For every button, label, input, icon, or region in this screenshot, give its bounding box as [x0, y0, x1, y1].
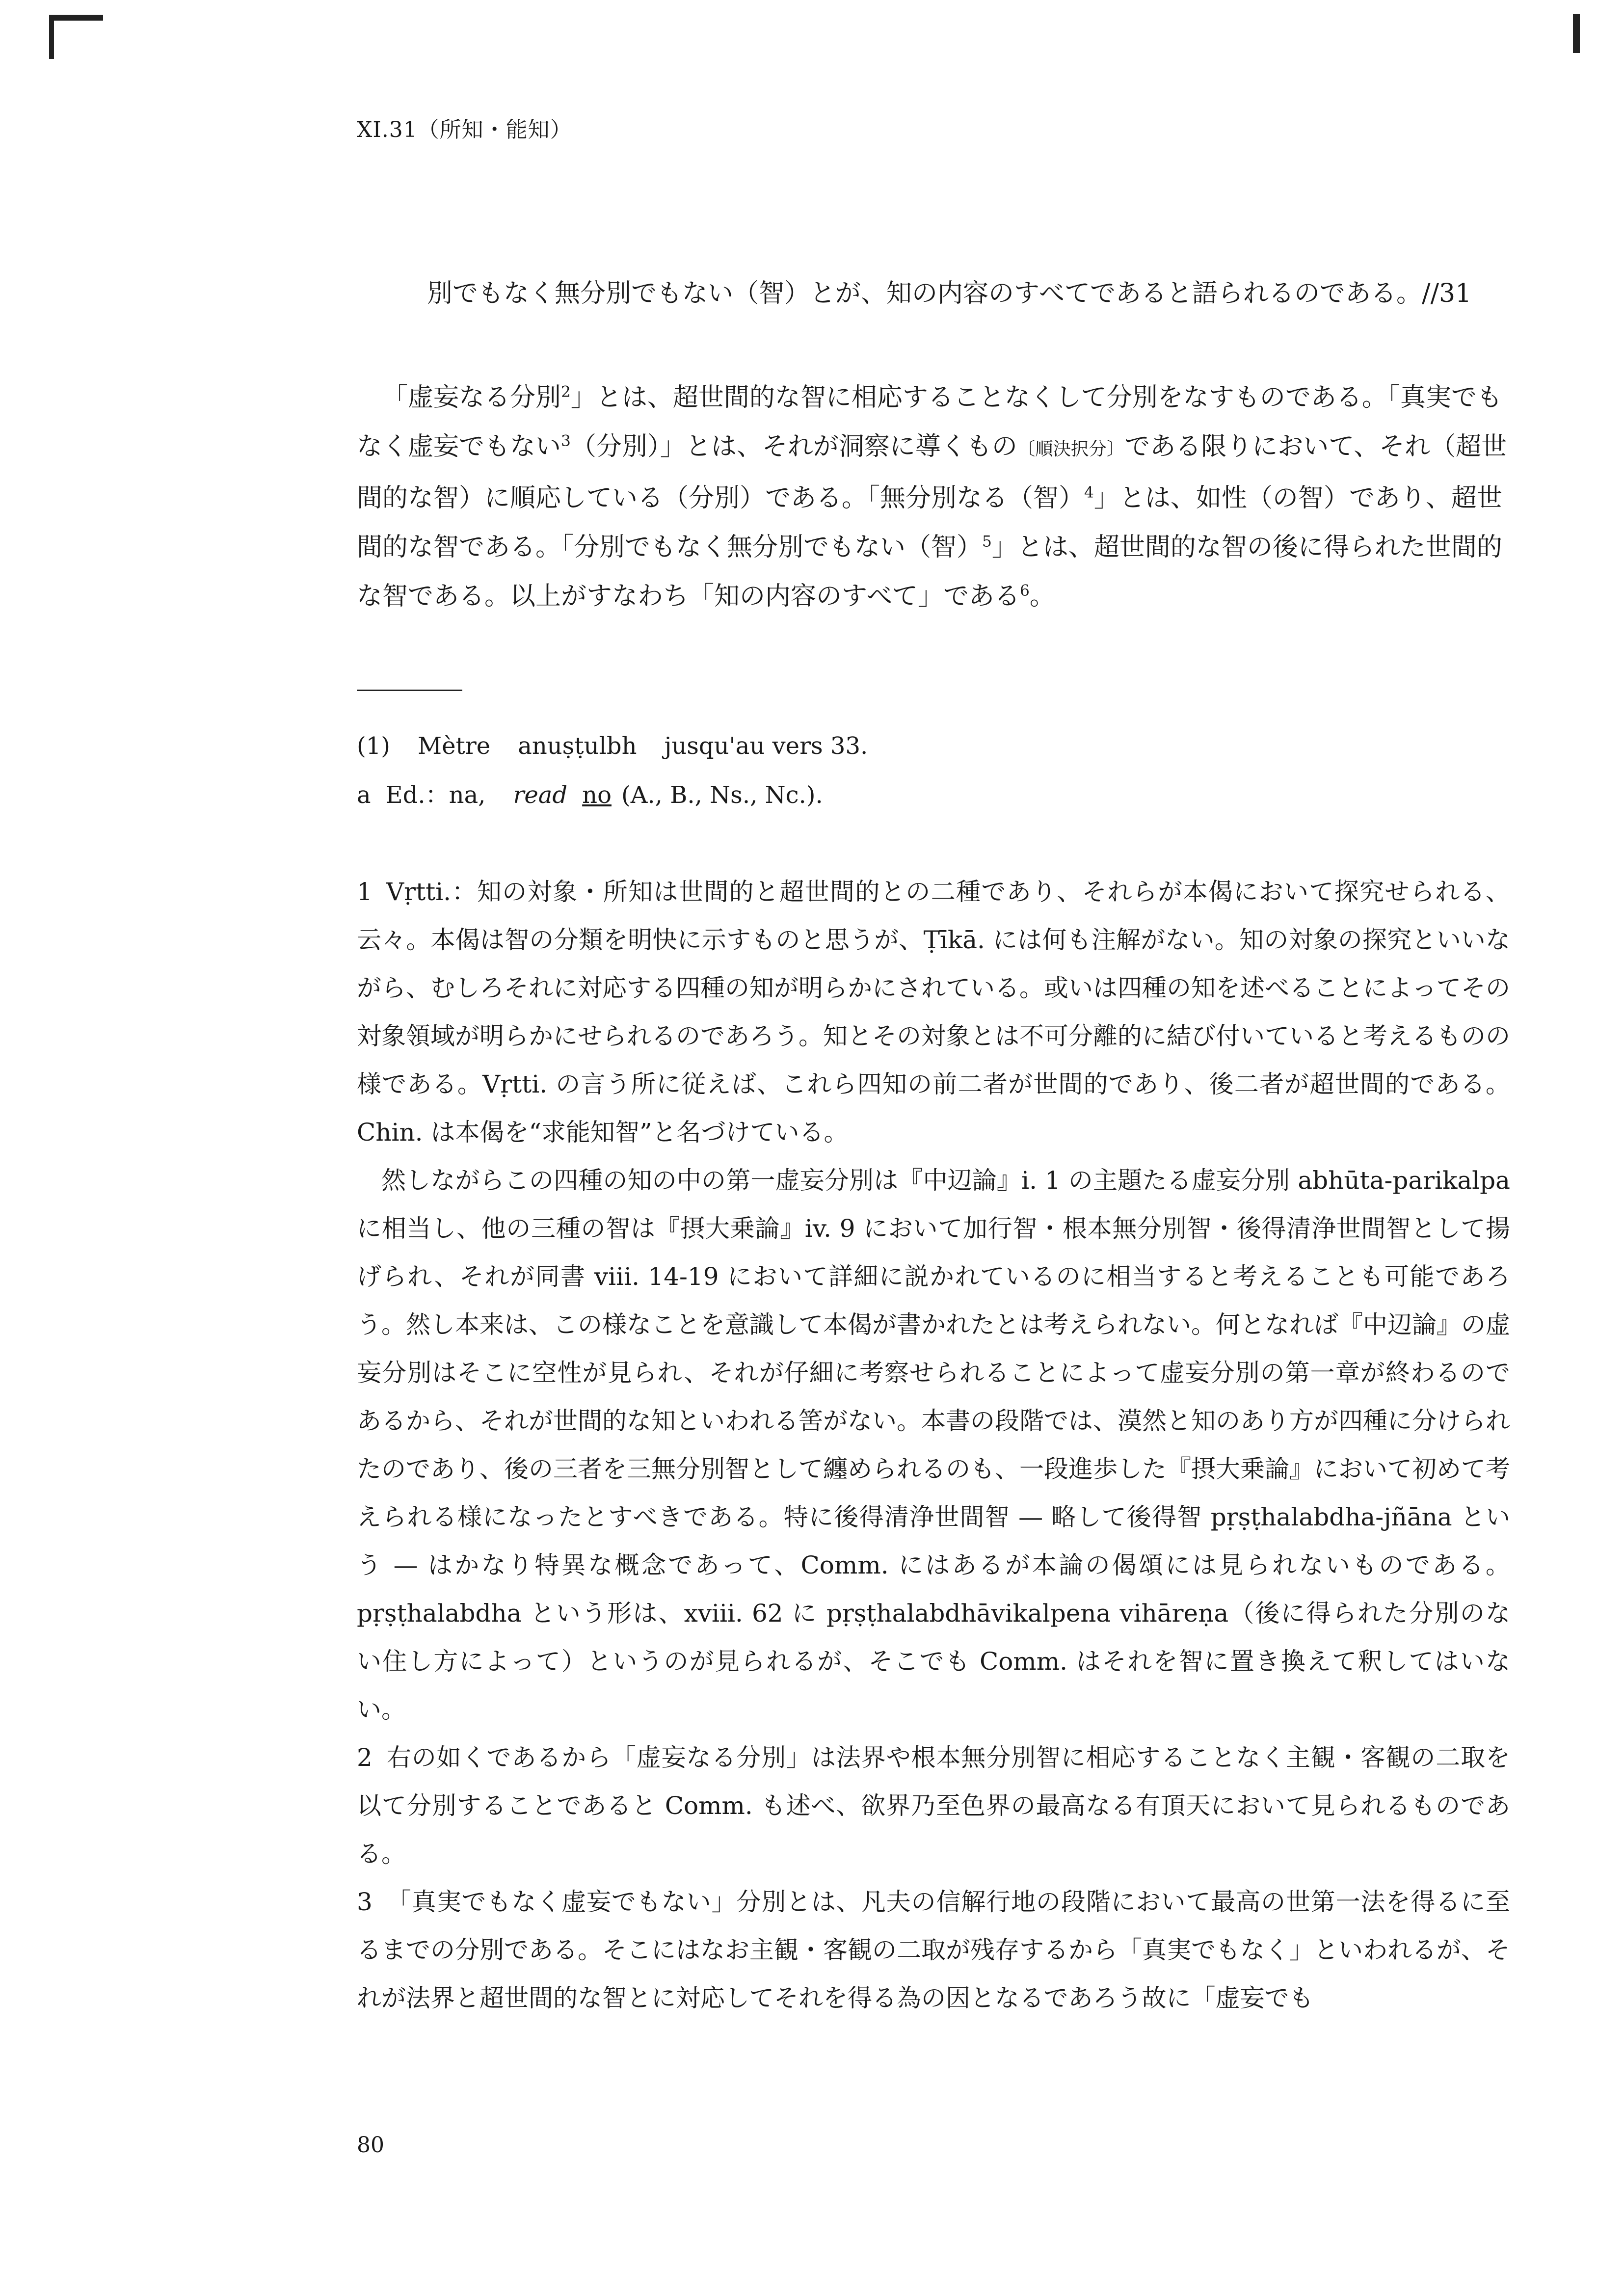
footnote-2 [357, 1734, 1510, 1878]
commentary-segment: 。 [1029, 582, 1055, 611]
commentary-segment: （分別）」とは、それが洞察に導くもの [570, 432, 1017, 461]
crop-mark-top-right [1573, 14, 1580, 53]
verse-line: 別でもなく無分別でもない（智）とが、知の内容のすべてであると語られるのである。//31 [427, 279, 1472, 308]
commentary-segment: である限りにおいて、それ（超世間的な智）に順応している（分別）である。「無分別なる（智） [357, 432, 1507, 513]
apparatus-word: Ed.：na, [385, 781, 486, 809]
commentary-paragraph [357, 373, 1510, 621]
commentary-segment: 」とは、如性（の智）であり、超世間的な智である。「分別でもなく無分別でもない（智） [357, 483, 1502, 562]
footnote-rule [357, 690, 462, 691]
footnote-ref[interactable]: 5 [982, 533, 992, 551]
footnote-number: 1 [357, 878, 373, 906]
footnote-ref[interactable]: 3 [561, 432, 571, 450]
commentary-segment: 「虚妄なる分別 [382, 383, 561, 412]
footnote-3 [357, 1878, 1510, 2022]
footnote-number: 3 [357, 1888, 373, 1916]
apparatus-label: (1) [357, 732, 390, 760]
apparatus-line-1 [357, 721, 1510, 771]
crop-mark-top-left [49, 15, 103, 21]
apparatus-reading: no [582, 781, 612, 809]
apparatus-word: jusqu'au vers 33. [664, 732, 868, 760]
footnote-ref[interactable]: 4 [1084, 483, 1094, 502]
footnote-ref[interactable]: 6 [1019, 582, 1030, 600]
apparatus-line-2 [357, 771, 1510, 820]
commentary-segment: 」とは、超世間的な智の後に得られた世間的な智である。以上がすなわち「知の内容のすべて」である [357, 533, 1502, 611]
page-number: 80 [357, 2133, 384, 2158]
footnote-1 [357, 868, 1510, 1156]
critical-apparatus [357, 721, 1510, 820]
footnote-number: 2 [357, 1743, 373, 1772]
apparatus-word: Mètre [418, 732, 491, 760]
apparatus-word: anuṣṭulbh [518, 732, 637, 760]
crop-mark-top-left-vertical [49, 15, 54, 59]
footnote-text: 「真実でもなく虚妄でもない」分別とは、凡夫の信解行地の段階において最高の世第一法を得るに至るまでの分別である。そこにはなお主観・客観の二取が残存するから「真実でもなく」といわれるが、それが法界と超世間的な智とに対応してそれを得る為の因となるであろう故に「虚妄でも [357, 1888, 1510, 2012]
footnote-1-continued: 然しながらこの四種の知の中の第一虚妄分別は『中辺論』i. 1 の主題たる虚妄分別 abhūta-parikalpa に相当し、他の三種の智は『摂大乗論』iv. 9 において加行智・根本無分別智・後得清浄世間智として揚げられ、それが同書 viii. 14-19 において詳細に説かれているのに相当すると考えることも可能であろう。然し本来は、この様なことを意識して本偈が書かれたとは考えられない。何となれば『中辺論』の虚妄分別はそこに空性が見られ、それが仔細に考察せられることによって虚妄分別の第一章が終わるのであるから、それが世間的な知といわれる筈がない。本書の段階では、漠然と知のあり方が四種に分けられたのであり、後の三者を三無分別智として纏められるのも、一段進歩した『摂大乗論』において初めて考えられる様になったとすべきである。特に後得清浄世間智 — 略して後得智 pṛṣṭhalabdha-jñāna という — はかなり特異な概念であって、Comm. にはあるが本論の偈頌には見られないものである。pṛṣṭhalabdha という形は、xviii. 62 に pṛṣṭhalabdhāvikalpena vihāreṇa（後に得られた分別のない住し方によって）というのが見られるが、そこでも Comm. はそれを智に置き換えて釈してはいない。 [357, 1166, 1510, 1724]
footnote-text: Vṛtti.：知の対象・所知は世間的と超世間的との二種であり、それらが本偈において探究せられる、云々。本偈は智の分類を明快に示すものと思うが、Ṭīkā. には何も注解がない。知の対象の探究といいながら、むしろそれに対応する四種の知が明らかにされている。或いは四種の知を述べることによってその対象領域が明らかにせられるのであろう。知とその対象とは不可分離的に結び付いていると考えるものの様である。Vṛtti. の言う所に従えば、これら四知の前二者が世間的であり、後二者が超世間的である。Chin. は本偈を“求能知智”と名づけている。 [357, 878, 1510, 1147]
running-header: XI.31（所知・能知） [357, 117, 572, 142]
apparatus-read: read [513, 781, 568, 809]
commentary-text [357, 373, 1510, 621]
footnote-ref[interactable]: 2 [561, 383, 571, 401]
apparatus-label: a [357, 781, 371, 809]
footnote-text: 右の如くであるから「虚妄なる分別」は法界や根本無分別智に相応することなく主観・客観の二取を以て分別することであると Comm. も述べ、欲界乃至色界の最高なる有頂天において見られるものである。 [357, 1743, 1510, 1868]
gloss-bracket: 〔順決択分〕 [1017, 438, 1125, 459]
commentary-segment: 」とは、超世間的な智に相応することなくして分別をなすものである。「真実でもなく虚妄でもない [357, 383, 1502, 461]
footnotes [357, 868, 1510, 2022]
apparatus-sources: (A., B., Ns., Nc.). [621, 781, 823, 809]
